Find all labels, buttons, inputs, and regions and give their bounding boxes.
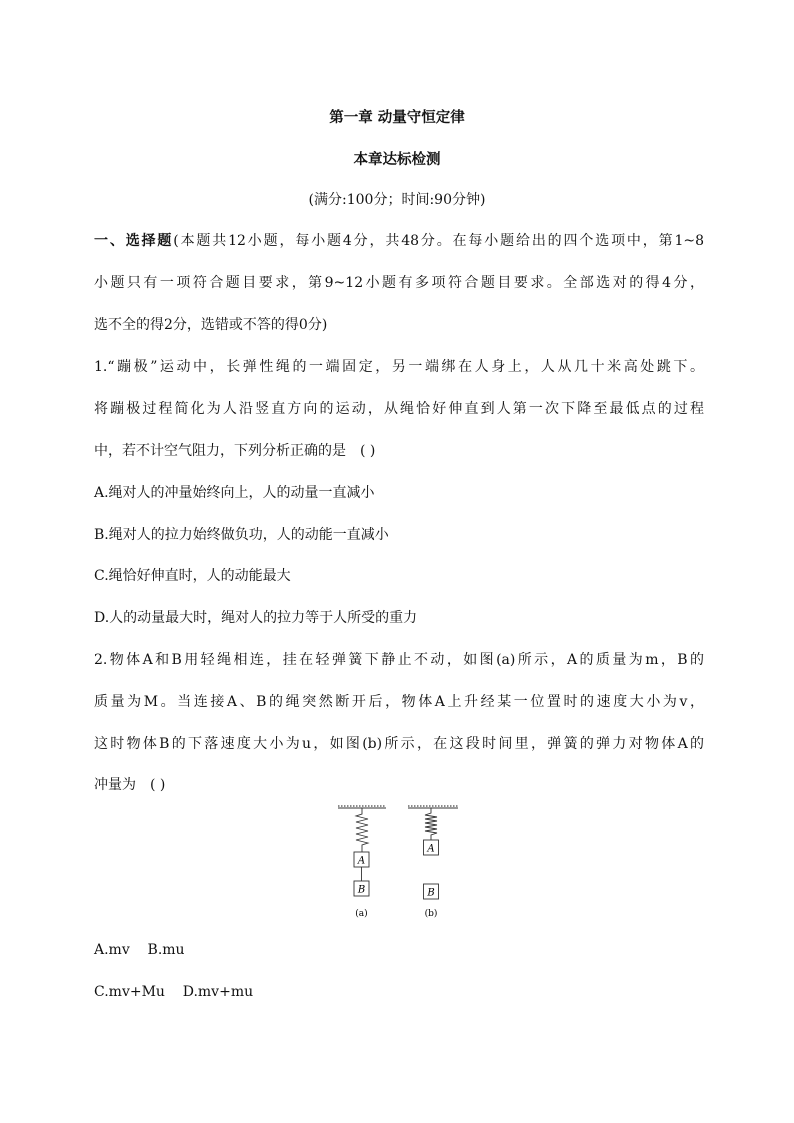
q1-line-1: 1.“蹦极”运动中，长弹性绳的一端固定，另一端绑在人身上，人从几十米高处跳下。 bbox=[94, 359, 704, 375]
block-b-label-a: B bbox=[357, 884, 366, 896]
ceiling-a bbox=[338, 806, 386, 808]
q1-option-c: C.绳恰好伸直时，人的动能最大 bbox=[94, 568, 291, 584]
q2-line-1: 2.物体A和B用轻绳相连，挂在轻弹簧下静止不动，如图(a)所示，A的质量为m，B的 bbox=[94, 652, 704, 668]
spring-b bbox=[425, 808, 437, 840]
score-time-info: (满分:100分；时间:90分钟) bbox=[308, 192, 486, 208]
q1-answer-paren: ( ) bbox=[360, 443, 376, 459]
chapter-subtitle: 本章达标检测 bbox=[353, 151, 441, 168]
section-intro-line-1: 一、选择题(本题共12小题，每小题4分，共48分。在每小题给出的四个选项中，第1~8 bbox=[94, 233, 705, 249]
block-a-label-b: A bbox=[427, 843, 435, 855]
q2-line-2: 质量为M。当连接A、B的绳突然断开后，物体A上升经某一位置时的速度大小为v， bbox=[94, 694, 704, 710]
ceiling-b bbox=[408, 806, 458, 808]
block-b-label-b: B bbox=[427, 887, 435, 899]
caption-b: (b) bbox=[424, 909, 438, 919]
spring-figure bbox=[330, 802, 470, 924]
q2-line-3: 这时物体B的下落速度大小为u，如图(b)所示，在这段时间里，弹簧的弹力对物体A的 bbox=[94, 736, 704, 752]
chapter-title: 第一章 动量守恒定律 bbox=[329, 109, 465, 126]
section-heading: 一、选择题 bbox=[94, 233, 174, 249]
q1-option-b: B.绳对人的拉力始终做负功，人的动能一直减小 bbox=[94, 527, 389, 543]
q2-options-row-2: C.mv+Mu D.mv+mu bbox=[94, 984, 254, 1000]
section-intro-line-3: 选不全的得2分，选错或不答的得0分) bbox=[94, 317, 328, 333]
q2-line-4: 冲量为 ( ) bbox=[94, 777, 166, 793]
q1-line-2: 将蹦极过程简化为人沿竖直方向的运动，从绳恰好伸直到人第一次下降至最低点的过程 bbox=[94, 401, 704, 417]
caption-a: (a) bbox=[355, 909, 368, 919]
q1-option-a: A.绳对人的冲量始终向上，人的动量一直减小 bbox=[94, 485, 375, 501]
q1-line-3: 中，若不计空气阻力，下列分析正确的是 ( ) bbox=[94, 443, 376, 459]
q1-option-d: D.人的动量最大时，绳对人的拉力等于人所受的重力 bbox=[94, 610, 418, 626]
section-intro-line-2: 小题只有一项符合题目要求，第9~12小题有多项符合题目要求。全部选对的得4分， bbox=[94, 275, 704, 291]
q2-answer-paren: ( ) bbox=[150, 777, 166, 793]
spring-a bbox=[356, 808, 368, 852]
q2-options-row-1: A.mv B.mu bbox=[94, 942, 185, 958]
block-a-label-a: A bbox=[357, 855, 366, 867]
